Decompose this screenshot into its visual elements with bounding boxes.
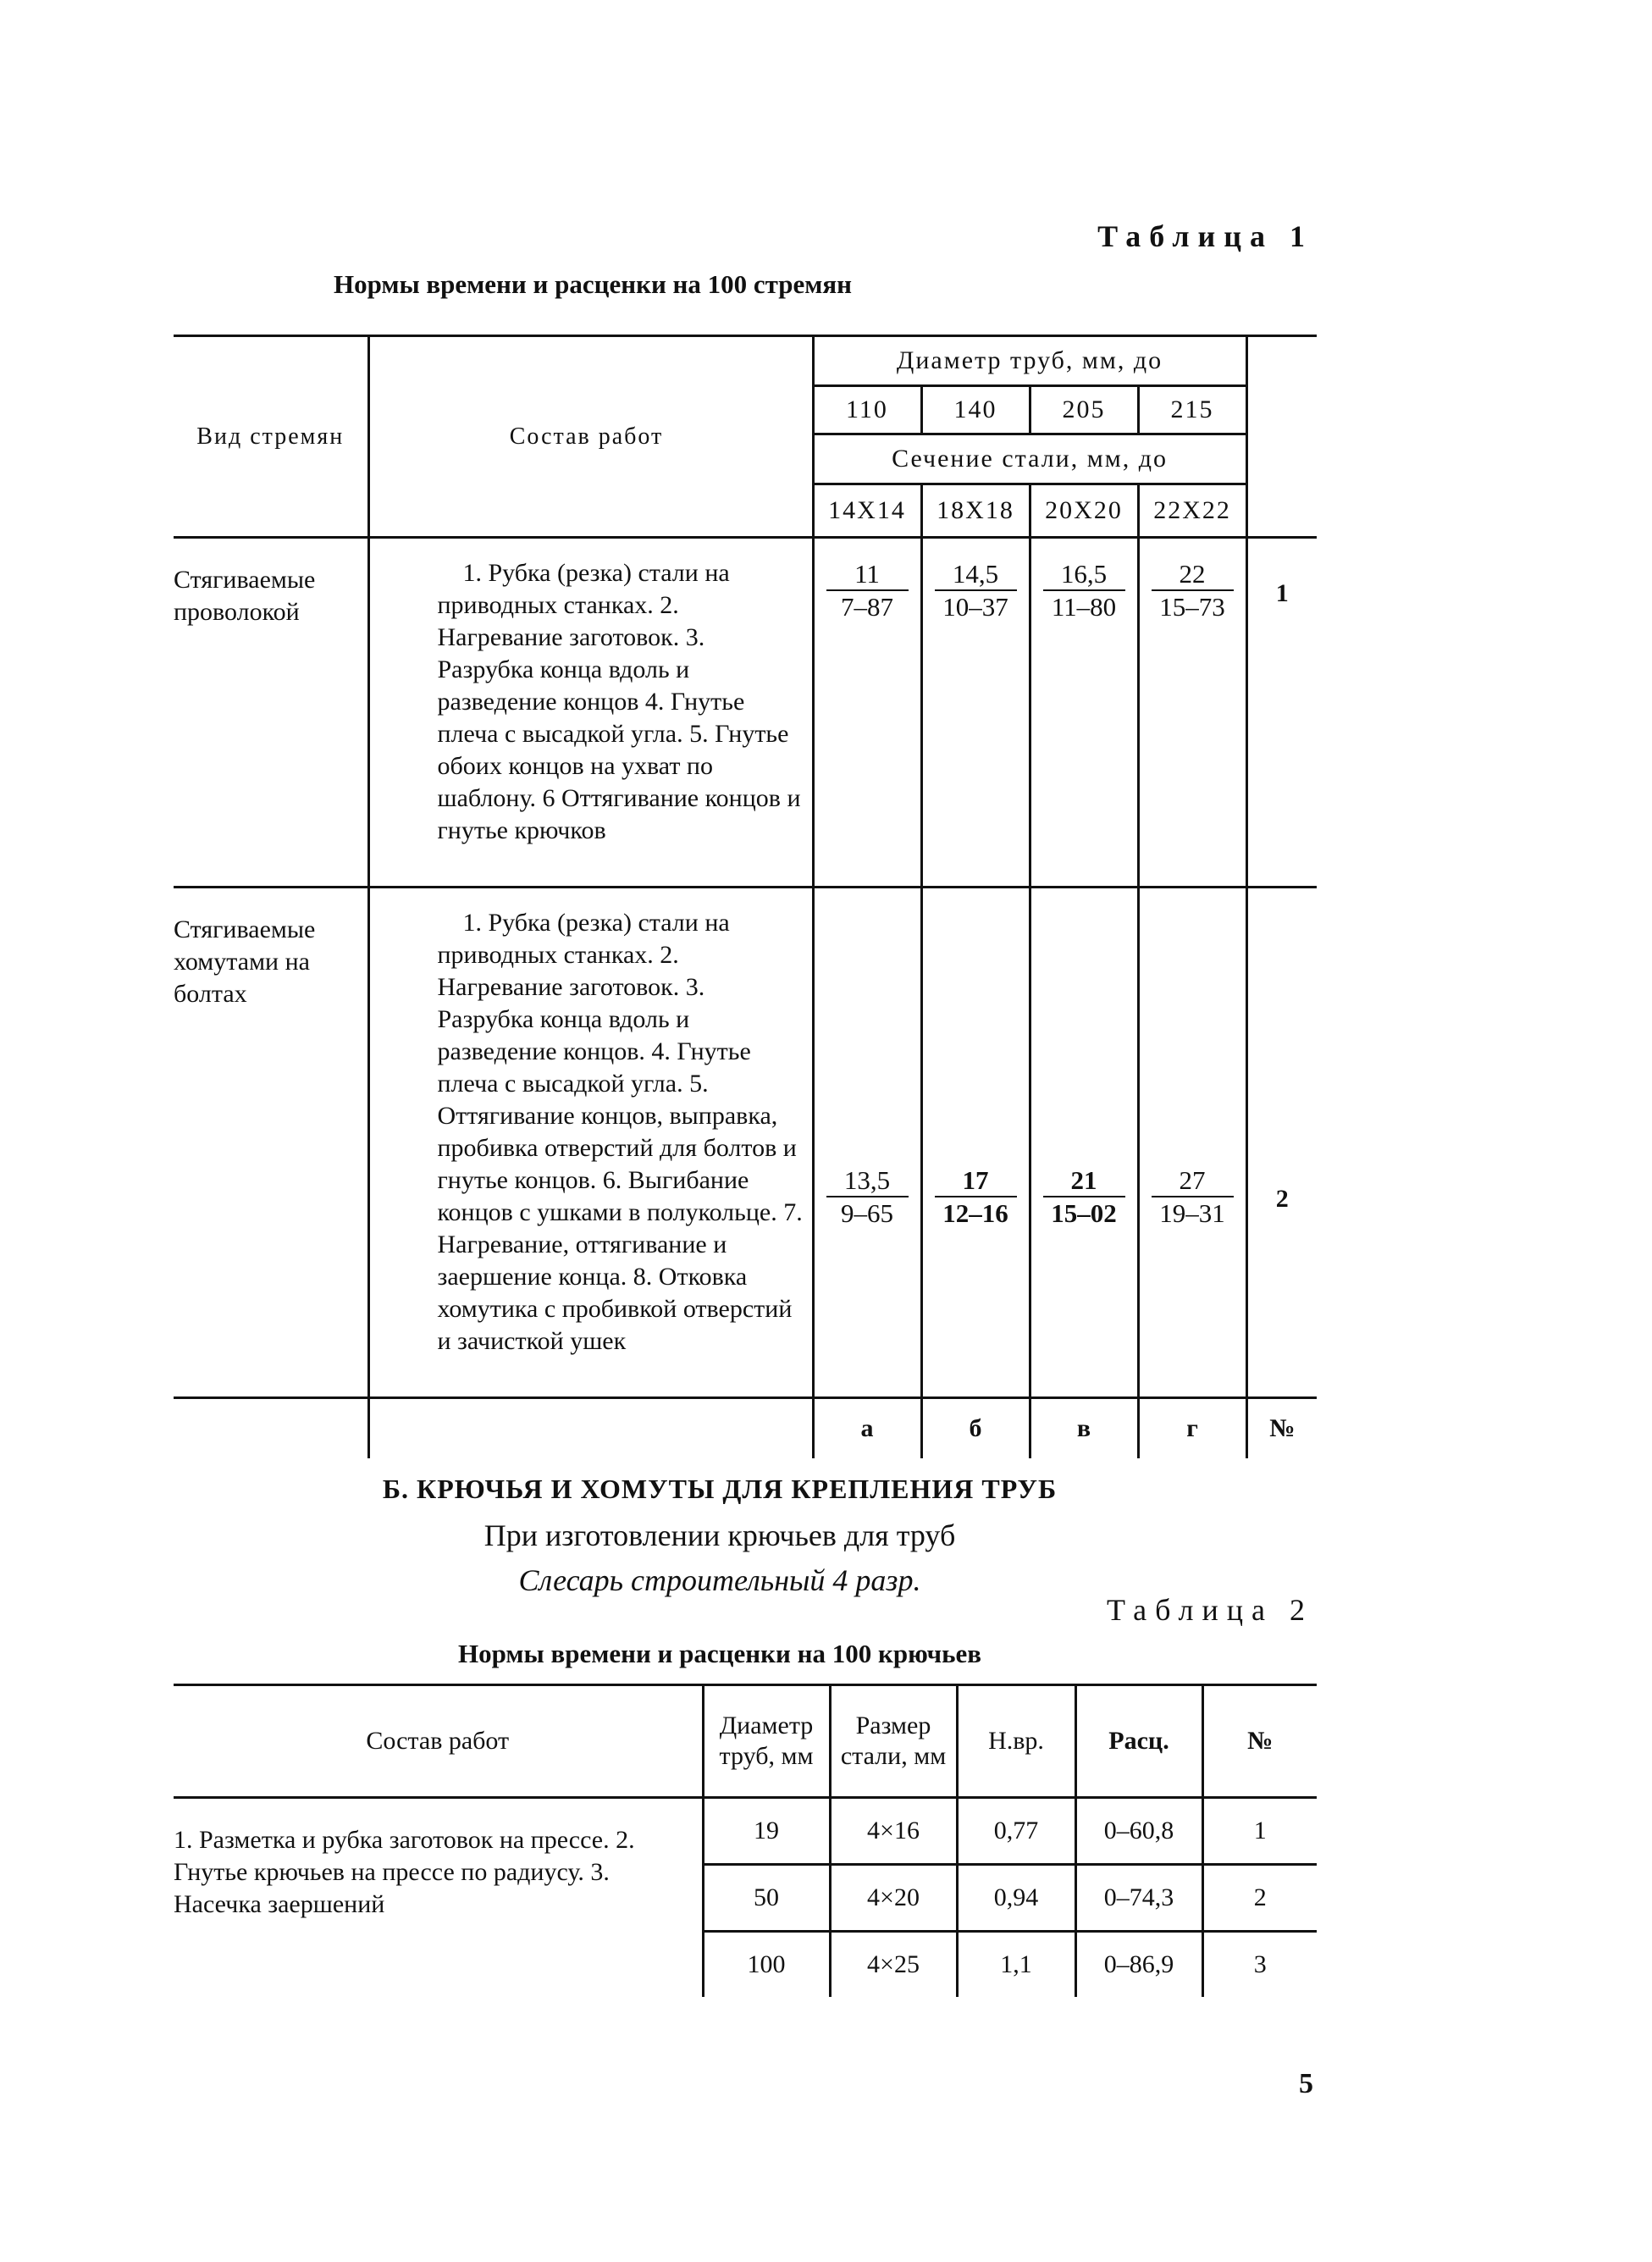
- header-diameter: 205: [1030, 386, 1138, 434]
- t2-header-rasc: Расц.: [1075, 1685, 1202, 1798]
- footer-letter: б: [921, 1398, 1030, 1459]
- row1-sostav: 1. Рубка (резка) стали на приводных станках. 2. Нагревание заготовок. 3. Разрубка конца вдоль и разведение концов 4. Гнутье плеча с высадкой угла. 5. Гнутье обоих концов на ухват по шаблону. 6 Оттягивание концов и гнутье крючков: [368, 538, 813, 888]
- footer-number-sign: №: [1246, 1398, 1317, 1459]
- footer-letter: в: [1030, 1398, 1138, 1459]
- header-section: 14Х14: [813, 484, 921, 538]
- row1-vid: Стягиваемые проволокой: [174, 538, 368, 888]
- header-section: 18Х18: [921, 484, 1030, 538]
- t2-cell-size: 4×16: [830, 1798, 957, 1865]
- t2-cell-size: 4×25: [830, 1932, 957, 1998]
- row1-value: 22 15–73: [1138, 538, 1246, 888]
- t2-cell-rasc: 0–60,8: [1075, 1798, 1202, 1865]
- row2-sostav: 1. Рубка (резка) стали на приводных станках. 2. Нагревание заготовок. 3. Разрубка конца вдоль и разведение концов. 4. Гнутье плеча с высадкой угла. 5. Оттягивание концов, выправка, пробивка отверстий для болтов и гнутье концов. 6. Выгибание концов с ушками в полукольце. 7. Нагревание, оттягивание и заершение конца. 8. Отковка хомутика с пробивкой отверстий и зачисткой ушек: [368, 888, 813, 1398]
- header-section: 20Х20: [1030, 484, 1138, 538]
- header-diameter: 140: [921, 386, 1030, 434]
- t2-cell-nvr: 0,77: [957, 1798, 1075, 1865]
- footer-letter: а: [813, 1398, 921, 1459]
- table2-label: Таблица 2: [1107, 1593, 1313, 1627]
- t2-sostav: 1. Разметка и рубка заготовок на прессе. 2. Гнутье крючьев на прессе по радиусу. 3. Насечка заершений: [174, 1826, 635, 1918]
- row2-value: 21 15–02: [1030, 888, 1138, 1398]
- t2-cell-diam: 19: [703, 1798, 830, 1865]
- t2-cell-no: 3: [1202, 1932, 1317, 1998]
- t2-cell-diam: 50: [703, 1865, 830, 1932]
- section-b-worker: Слесарь строительный 4 разр.: [518, 1563, 921, 1597]
- t2-cell-rasc: 0–74,3: [1075, 1865, 1202, 1932]
- row2-value: 17 12–16: [921, 888, 1030, 1398]
- header-diameter: 110: [813, 386, 921, 434]
- t2-header-no: №: [1202, 1685, 1317, 1798]
- table1-label: Таблица 1: [1097, 219, 1313, 253]
- t2-cell-nvr: 0,94: [957, 1865, 1075, 1932]
- header-sostav: Состав работ: [368, 336, 813, 538]
- t2-cell-diam: 100: [703, 1932, 830, 1998]
- table2: [174, 1684, 1317, 1997]
- section-b-subheading: При изготовлении крючьев для труб: [483, 1518, 956, 1552]
- footer-letter: г: [1138, 1398, 1246, 1459]
- header-section-group: Сечение стали, мм, до: [813, 434, 1246, 484]
- t2-header-sostav: Состав работ: [174, 1685, 703, 1798]
- section-b-heading: Б. КРЮЧЬЯ И ХОМУТЫ ДЛЯ КРЕПЛЕНИЯ ТРУБ: [382, 1474, 1058, 1504]
- header-diameter: 215: [1138, 386, 1246, 434]
- row1-value: 16,5 11–80: [1030, 538, 1138, 888]
- row1-value: 14,5 10–37: [921, 538, 1030, 888]
- row2-number: 2: [1246, 888, 1317, 1398]
- header-diam-group: Диаметр труб, мм, до: [813, 336, 1246, 386]
- t2-cell-no: 2: [1202, 1865, 1317, 1932]
- t2-header-diam: Диаметр труб, мм: [703, 1685, 830, 1798]
- header-section: 22Х22: [1138, 484, 1246, 538]
- row1-number: 1: [1246, 538, 1317, 888]
- t2-cell-no: 1: [1202, 1798, 1317, 1865]
- row1-value: 11 7–87: [813, 538, 921, 888]
- page-number: 5: [1299, 2068, 1313, 2099]
- table1-title: Нормы времени и расценки на 100 стремян: [333, 269, 853, 299]
- table2-title: Нормы времени и расценки на 100 крючьев: [458, 1639, 981, 1668]
- t2-cell-nvr: 1,1: [957, 1932, 1075, 1998]
- header-vid: Вид стремян: [174, 336, 368, 538]
- t2-header-size: Размер стали, мм: [830, 1685, 957, 1798]
- table1: [174, 335, 1317, 1458]
- row2-value: 27 19–31: [1138, 888, 1246, 1398]
- row2-vid: Стягиваемые хомутами на болтах: [174, 888, 368, 1398]
- row2-value: 13,5 9–65: [813, 888, 921, 1398]
- t2-header-nvr: Н.вр.: [957, 1685, 1075, 1798]
- t2-cell-rasc: 0–86,9: [1075, 1932, 1202, 1998]
- t2-cell-size: 4×20: [830, 1865, 957, 1932]
